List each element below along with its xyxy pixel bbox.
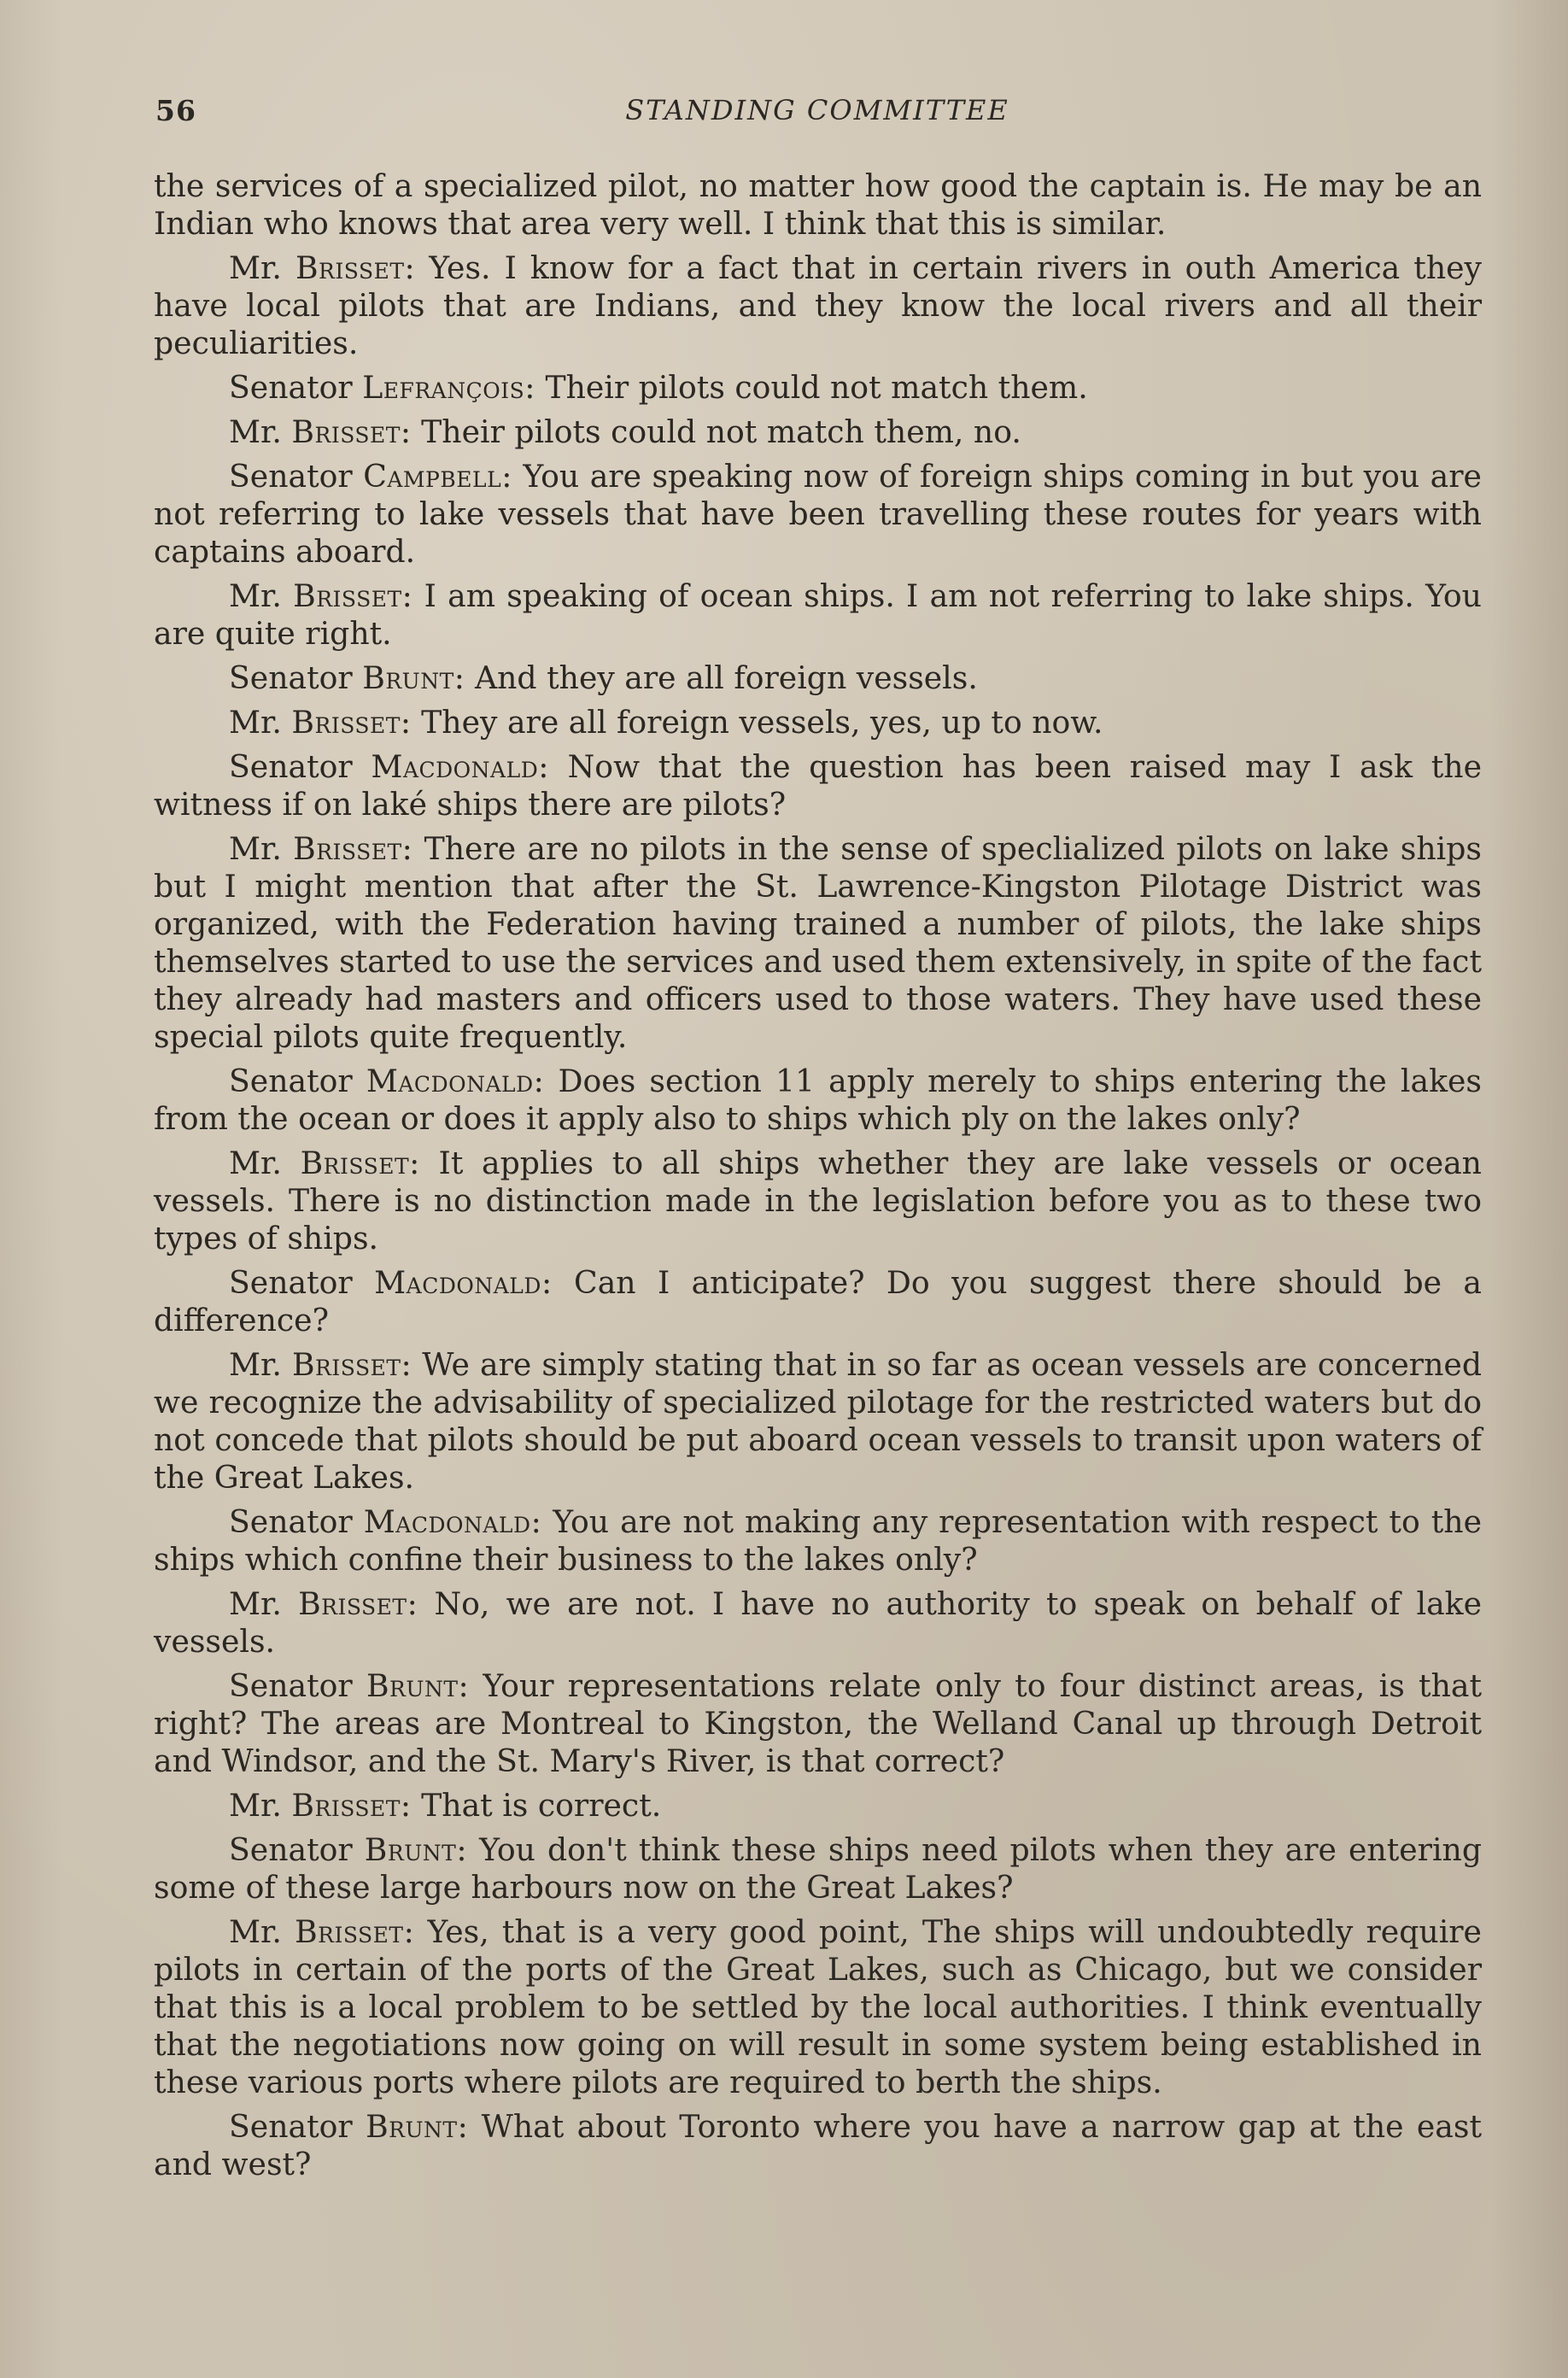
speaker-name: Brunt: [366, 1667, 470, 1704]
statement-text: It applies to all ships whether they are lake vessels or ocean vessels. There is no distinction made in the legislation before you as to these two types of ships. [154, 1145, 1482, 1256]
speaker-title: Mr. [229, 1787, 282, 1824]
speaker-name: Brisset: [293, 577, 413, 614]
transcript-paragraph [154, 249, 1482, 362]
speaker-title: Mr. [229, 704, 282, 741]
speaker-title: Senator [229, 748, 353, 785]
statement-text: That is correct. [421, 1787, 662, 1824]
speaker-title: Mr. [229, 830, 282, 867]
speaker-title: Senator [229, 458, 353, 495]
speaker-title: Mr. [229, 1585, 282, 1622]
transcript-paragraph [154, 830, 1482, 1056]
statement-text: You are not making any representation with respect to the ships which confine their business to the lakes only? [154, 1503, 1482, 1578]
transcript-paragraph [154, 1585, 1482, 1660]
speaker-name: Brisset: [291, 704, 412, 741]
speaker-name: Brisset: [298, 1585, 418, 1622]
statement-text: We are simply stating that in so far as ocean vessels are concerned we recognize the advisability of specialized pilotage for the restricted waters but do not concede that pilots should be put aboard ocean vessels to transit upon waters of the Great Lakes. [154, 1346, 1482, 1496]
transcript-paragraph [154, 659, 1482, 697]
speaker-name: Macdonald: [374, 1264, 553, 1301]
transcript-paragraph [154, 1667, 1482, 1780]
statement-text: Now that the question has been raised may I ask the witness if on laké ships there are pilots? [154, 748, 1483, 823]
speaker-name: Brisset: [295, 249, 416, 286]
statement-text: There are no pilots in the sense of speclialized pilots on lake ships but I might mention that after the St. Lawrence-Kingston Pilotage District was organized, with the Federation having trained a number of pilots, the lake ships themselves started to use the services and used them extensively, in spite of the fact they already had masters and officers used to those waters. They have used these special pilots quite frequently. [154, 830, 1482, 1055]
speaker-title: Senator [229, 2108, 353, 2145]
statement-text: No, we are not. I have no authority to speak on behalf of lake vessels. [154, 1585, 1482, 1660]
transcript-body [154, 167, 1482, 2190]
transcript-paragraph [154, 704, 1482, 741]
speaker-name: Brisset: [295, 1913, 415, 1950]
speaker-title: Senator [229, 1264, 353, 1301]
page-number: 56 [155, 94, 196, 127]
transcript-paragraph [154, 2108, 1482, 2183]
statement-text: They are all foreign vessels, yes, up to now. [421, 704, 1103, 741]
transcript-paragraph [154, 369, 1482, 407]
speaker-title: Mr. [229, 413, 282, 450]
speaker-name: Campbell: [363, 458, 512, 495]
running-title: STANDING COMMITTEE [625, 94, 1009, 126]
speaker-title: Senator [229, 659, 353, 696]
speaker-name: Brisset: [293, 830, 413, 867]
speaker-name: Macdonald: [366, 1063, 545, 1099]
statement-text: You are speaking now of foreign ships coming in but you are not referring to lake vessels that have been travelling these routes for years with captains aboard. [154, 458, 1482, 570]
speaker-title: Senator [229, 369, 353, 406]
speaker-title: Senator [229, 1063, 353, 1099]
transcript-paragraph [154, 1787, 1482, 1824]
statement-text: Their pilots could not match them, no. [421, 413, 1021, 450]
statement-text: Yes. I know for a fact that in certain rivers in outh America they have local pilots that are Indians, and they know the local rivers and all their peculiarities. [154, 249, 1482, 361]
transcript-paragraph [154, 1264, 1482, 1339]
statement-text: Can I anticipate? Do you suggest there should be a difference? [154, 1264, 1482, 1338]
statement-text: And they are all foreign vessels. [474, 659, 978, 696]
transcript-paragraph [154, 458, 1482, 571]
speaker-title: Mr. [229, 249, 282, 286]
speaker-title: Senator [229, 1667, 353, 1704]
statement-text: What about Toronto where you have a narrow gap at the east and west? [154, 2108, 1482, 2182]
speaker-name: Brisset: [291, 413, 412, 450]
speaker-name: Brisset: [300, 1145, 420, 1181]
transcript-paragraph [154, 1913, 1482, 2101]
transcript-paragraph [154, 577, 1482, 653]
speaker-title: Mr. [229, 577, 282, 614]
statement-text: You don't think these ships need pilots when they are entering some of these large harbours now on the Great Lakes? [154, 1831, 1482, 1906]
speaker-title: Mr. [229, 1346, 282, 1383]
transcript-paragraph [154, 1503, 1482, 1578]
speaker-name: Brisset: [291, 1346, 412, 1383]
speaker-name: Brunt: [366, 2108, 469, 2145]
statement-text: I am speaking of ocean ships. I am not referring to lake ships. You are quite right. [154, 577, 1482, 652]
speaker-title: Senator [229, 1503, 353, 1540]
statement-text: Your representations relate only to four distinct areas, is that right? The areas are Montreal to Kingston, the Welland Canal up through Detroit and Windsor, and the St. Mary's River, is that correct? [154, 1667, 1482, 1779]
transcript-paragraph [154, 1063, 1482, 1138]
speaker-title: Senator [229, 1831, 353, 1868]
transcript-paragraph [154, 1145, 1482, 1257]
transcript-paragraph [154, 167, 1482, 243]
speaker-name: Brunt: [364, 1831, 468, 1868]
statement-text: the services of a specialized pilot, no matter how good the captain is. He may be an Indian who knows that area very well. I think that this is similar. [154, 167, 1482, 242]
statement-text: Their pilots could not match them. [545, 369, 1088, 406]
speaker-name: Brisset: [291, 1787, 412, 1824]
transcript-paragraph [154, 1346, 1482, 1496]
speaker-name: Brunt: [362, 659, 465, 696]
transcript-paragraph [154, 748, 1482, 823]
transcript-paragraph [154, 413, 1482, 451]
speaker-title: Mr. [229, 1913, 282, 1950]
speaker-name: Lefrançois: [362, 369, 535, 406]
page-header [155, 94, 1479, 132]
statement-text: Yes, that is a very good point, The ships will undoubtedly require pilots in certain of the ports of the Great Lakes, such as Chicago, but we consider that this is a local problem to be settled by the local authorities. I think eventually that the negotiations now going on will result in some system being established in these various ports where pilots are required to berth the ships. [154, 1913, 1482, 2100]
speaker-name: Macdonald: [371, 748, 549, 785]
statement-text: Does section 11 apply merely to ships entering the lakes from the ocean or does it apply also to ships which ply on the lakes only? [154, 1063, 1482, 1137]
speaker-name: Macdonald: [363, 1503, 542, 1540]
speaker-title: Mr. [229, 1145, 282, 1181]
transcript-paragraph [154, 1831, 1482, 1906]
